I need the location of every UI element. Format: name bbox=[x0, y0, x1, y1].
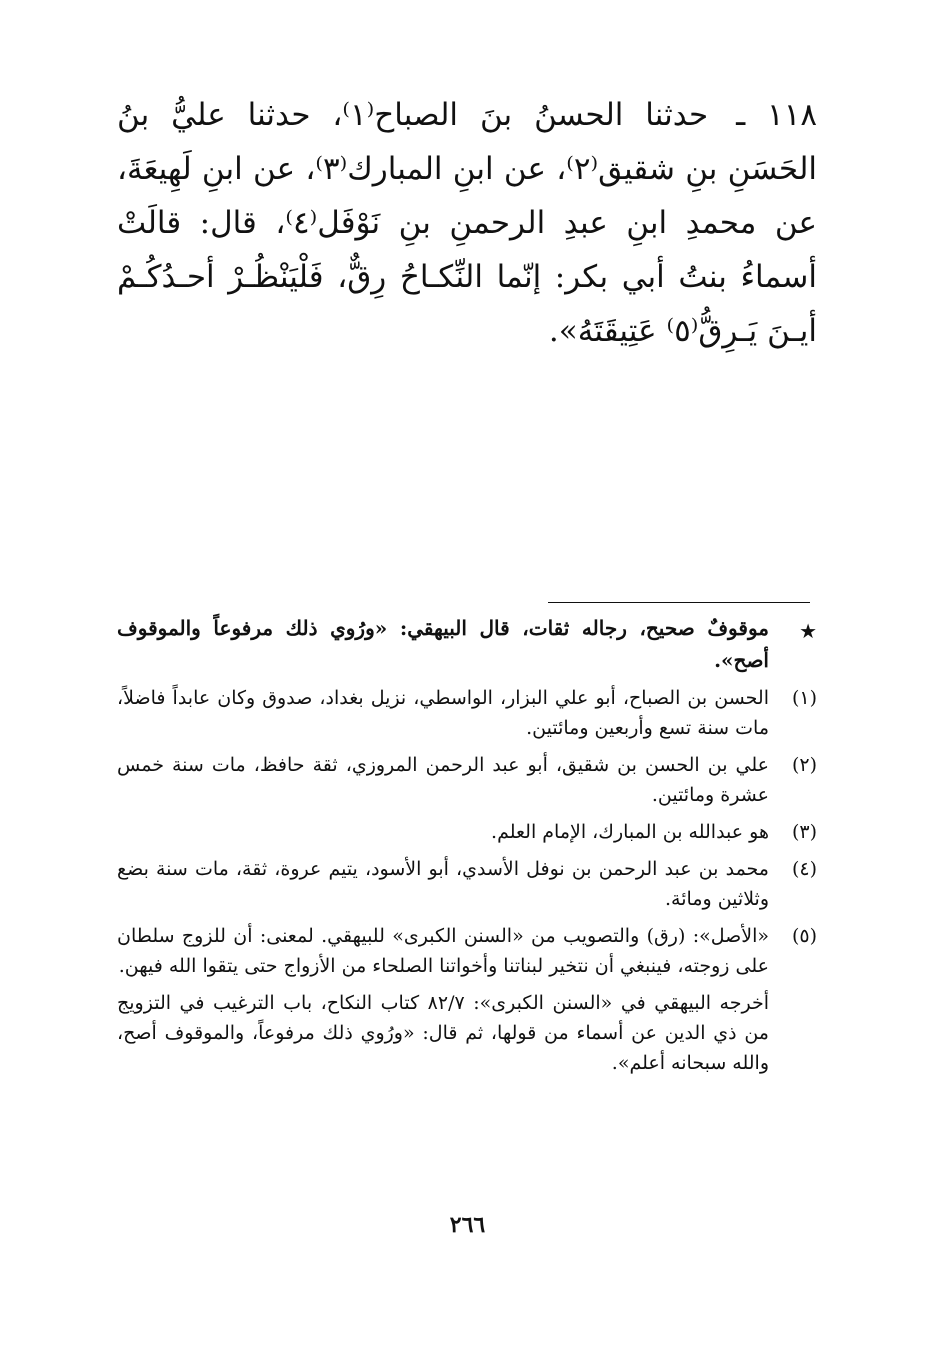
footnote-1 bbox=[117, 683, 817, 743]
hadith-text: حدثنا الحسنُ بنَ الصباح⁽١⁾، حدثنا عليُّ بنُ الحَسَنِ بنِ شقيق⁽٢⁾، عن ابنِ المبارك⁽٣⁾، عن ابنِ لَهِيعَةَ، عن محمدِ ابنِ عبدِ الرحمنِ بنِ نَوْفَل⁽٤⁾، قال: قالَتْ أسماءُ بنتُ أبي بكر: إنّما النِّكـاحُ رِقٌّ، فَلْيَنْظُـرْ أحـدُكُـمْ أيـنَ يَـرِقُّ⁽٥⁾ عَتِيقَتَهُ». bbox=[117, 97, 817, 349]
takhrij-note bbox=[117, 988, 817, 1078]
footnote-text: هو عبدالله بن المبارك، الإمام العلم. bbox=[491, 821, 769, 843]
footnote-mark: (١) bbox=[791, 687, 817, 709]
footnote-separator bbox=[548, 602, 810, 603]
hadith-block bbox=[117, 88, 817, 358]
footnote-5 bbox=[117, 921, 817, 981]
footnote-mark: (٤) bbox=[791, 858, 817, 880]
footnote-mark: (٥) bbox=[791, 925, 817, 947]
footnote-4 bbox=[117, 854, 817, 914]
star-icon: ★ bbox=[799, 619, 817, 643]
footnote-text: علي بن الحسن بن شقيق، أبو عبد الرحمن المروزي، ثقة حافظ، مات سنة خمس عشرة ومائتين. bbox=[117, 754, 769, 806]
footnote-3 bbox=[117, 817, 817, 847]
grading-text: موقوفٌ صحيح، رجاله ثقات، قال البيهقي: «ورُوي ذلك مرفوعاً والموقوف أصح». bbox=[117, 616, 769, 672]
hadith-number: ١١٨ ـ bbox=[736, 97, 817, 133]
footnote-text: «الأصل»: (رق) والتصويب من «السنن الكبرى» للبيهقي. لمعنى: أن للزوج سلطان على زوجته، فينبغي أن نتخير لبناتنا وأخواتنا الصلحاء من الأزواج حتى يتقوا الله فيهن. bbox=[117, 925, 769, 977]
footnote-2 bbox=[117, 750, 817, 810]
footnote-text: الحسن بن الصباح، أبو علي البزار، الواسطي، نزيل بغداد، صدوق وكان عابداً فاضلاً، مات سنة تسع وأربعين ومائتين. bbox=[117, 687, 769, 739]
footnote-mark: (٣) bbox=[791, 821, 817, 843]
page-number: ٢٦٦ bbox=[449, 1212, 486, 1238]
grading-note bbox=[117, 612, 817, 676]
footnote-mark: (٢) bbox=[791, 754, 817, 776]
takhrij-text: أخرجه البيهقي في «السنن الكبرى»: ٨٢/٧ كتاب النكاح، باب الترغيب في التزويج من ذي الدين عن أسماء من قولها، ثم قال: «ورُوي ذلك مرفوعاً، والموقوف أصح، والله سبحانه أعلم». bbox=[117, 992, 769, 1074]
footnote-text: محمد بن عبد الرحمن بن نوفل الأسدي، أبو الأسود، يتيم عروة، ثقة، مات سنة بضع وثلاثين ومائة. bbox=[117, 858, 769, 910]
footnotes bbox=[117, 612, 817, 1085]
